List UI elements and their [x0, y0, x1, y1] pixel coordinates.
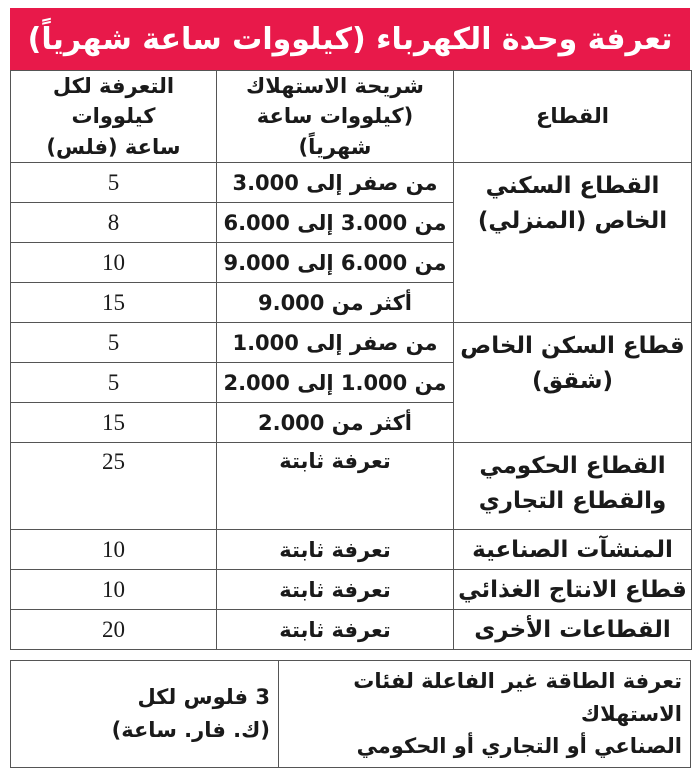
sector-cell: المنشآت الصناعية	[454, 530, 692, 570]
tariff-table	[10, 70, 692, 650]
band-cell: من 1.000 إلى 2.000	[217, 363, 454, 403]
band-cell: تعرفة ثابتة	[217, 530, 454, 570]
band-cell: تعرفة ثابتة	[217, 570, 454, 610]
band-cell: أكثر من 9.000	[217, 283, 454, 323]
table-row	[11, 163, 692, 203]
header-row	[11, 71, 692, 163]
rate-cell: 10	[11, 570, 217, 610]
rate-cell: 15	[11, 283, 217, 323]
rate-cell: 5	[11, 363, 217, 403]
rate-cell: 10	[11, 243, 217, 283]
table-row	[11, 443, 692, 530]
sector-cell: قطاع الانتاج الغذائي	[454, 570, 692, 610]
rate-cell: 25	[11, 443, 217, 530]
table-row	[11, 530, 692, 570]
note-row	[11, 661, 691, 768]
title-text: تعرفة وحدة الكهرباء (كيلووات ساعة شهرياً)	[27, 21, 673, 57]
band-cell: من صفر إلى 3.000	[217, 163, 454, 203]
header-rate: التعرفة لكل كيلووات ساعة (فلس)	[11, 71, 217, 163]
band-cell: من 3.000 إلى 6.000	[217, 203, 454, 243]
sector-cell: القطاع السكني الخاص (المنزلي)	[454, 163, 692, 323]
note-label: تعرفة الطاقة غير الفاعلة لفئات الاستهلاك الصناعي أو التجاري أو الحكومي	[279, 661, 691, 768]
sector-cell: قطاع السكن الخاص (شقق)	[454, 323, 692, 443]
table-title	[10, 8, 690, 70]
rate-cell: 10	[11, 530, 217, 570]
header-band: شريحة الاستهلاك (كيلووات ساعة شهرياً)	[217, 71, 454, 163]
table-row	[11, 570, 692, 610]
rate-cell: 5	[11, 163, 217, 203]
band-cell: تعرفة ثابتة	[217, 443, 454, 530]
tariff-body	[11, 163, 692, 650]
rate-cell: 15	[11, 403, 217, 443]
table-row	[11, 610, 692, 650]
header-sector: القطاع	[454, 71, 692, 163]
sector-cell: القطاعات الأخرى	[454, 610, 692, 650]
band-cell: أكثر من 2.000	[217, 403, 454, 443]
band-cell: تعرفة ثابتة	[217, 610, 454, 650]
note-value: 3 فلوس لكل (ك. فار. ساعة)	[11, 661, 279, 768]
table-row	[11, 323, 692, 363]
sector-cell: القطاع الحكومي والقطاع التجاري	[454, 443, 692, 530]
rate-cell: 8	[11, 203, 217, 243]
reactive-energy-note	[10, 660, 691, 768]
rate-cell: 5	[11, 323, 217, 363]
rate-cell: 20	[11, 610, 217, 650]
band-cell: من صفر إلى 1.000	[217, 323, 454, 363]
band-cell: من 6.000 إلى 9.000	[217, 243, 454, 283]
